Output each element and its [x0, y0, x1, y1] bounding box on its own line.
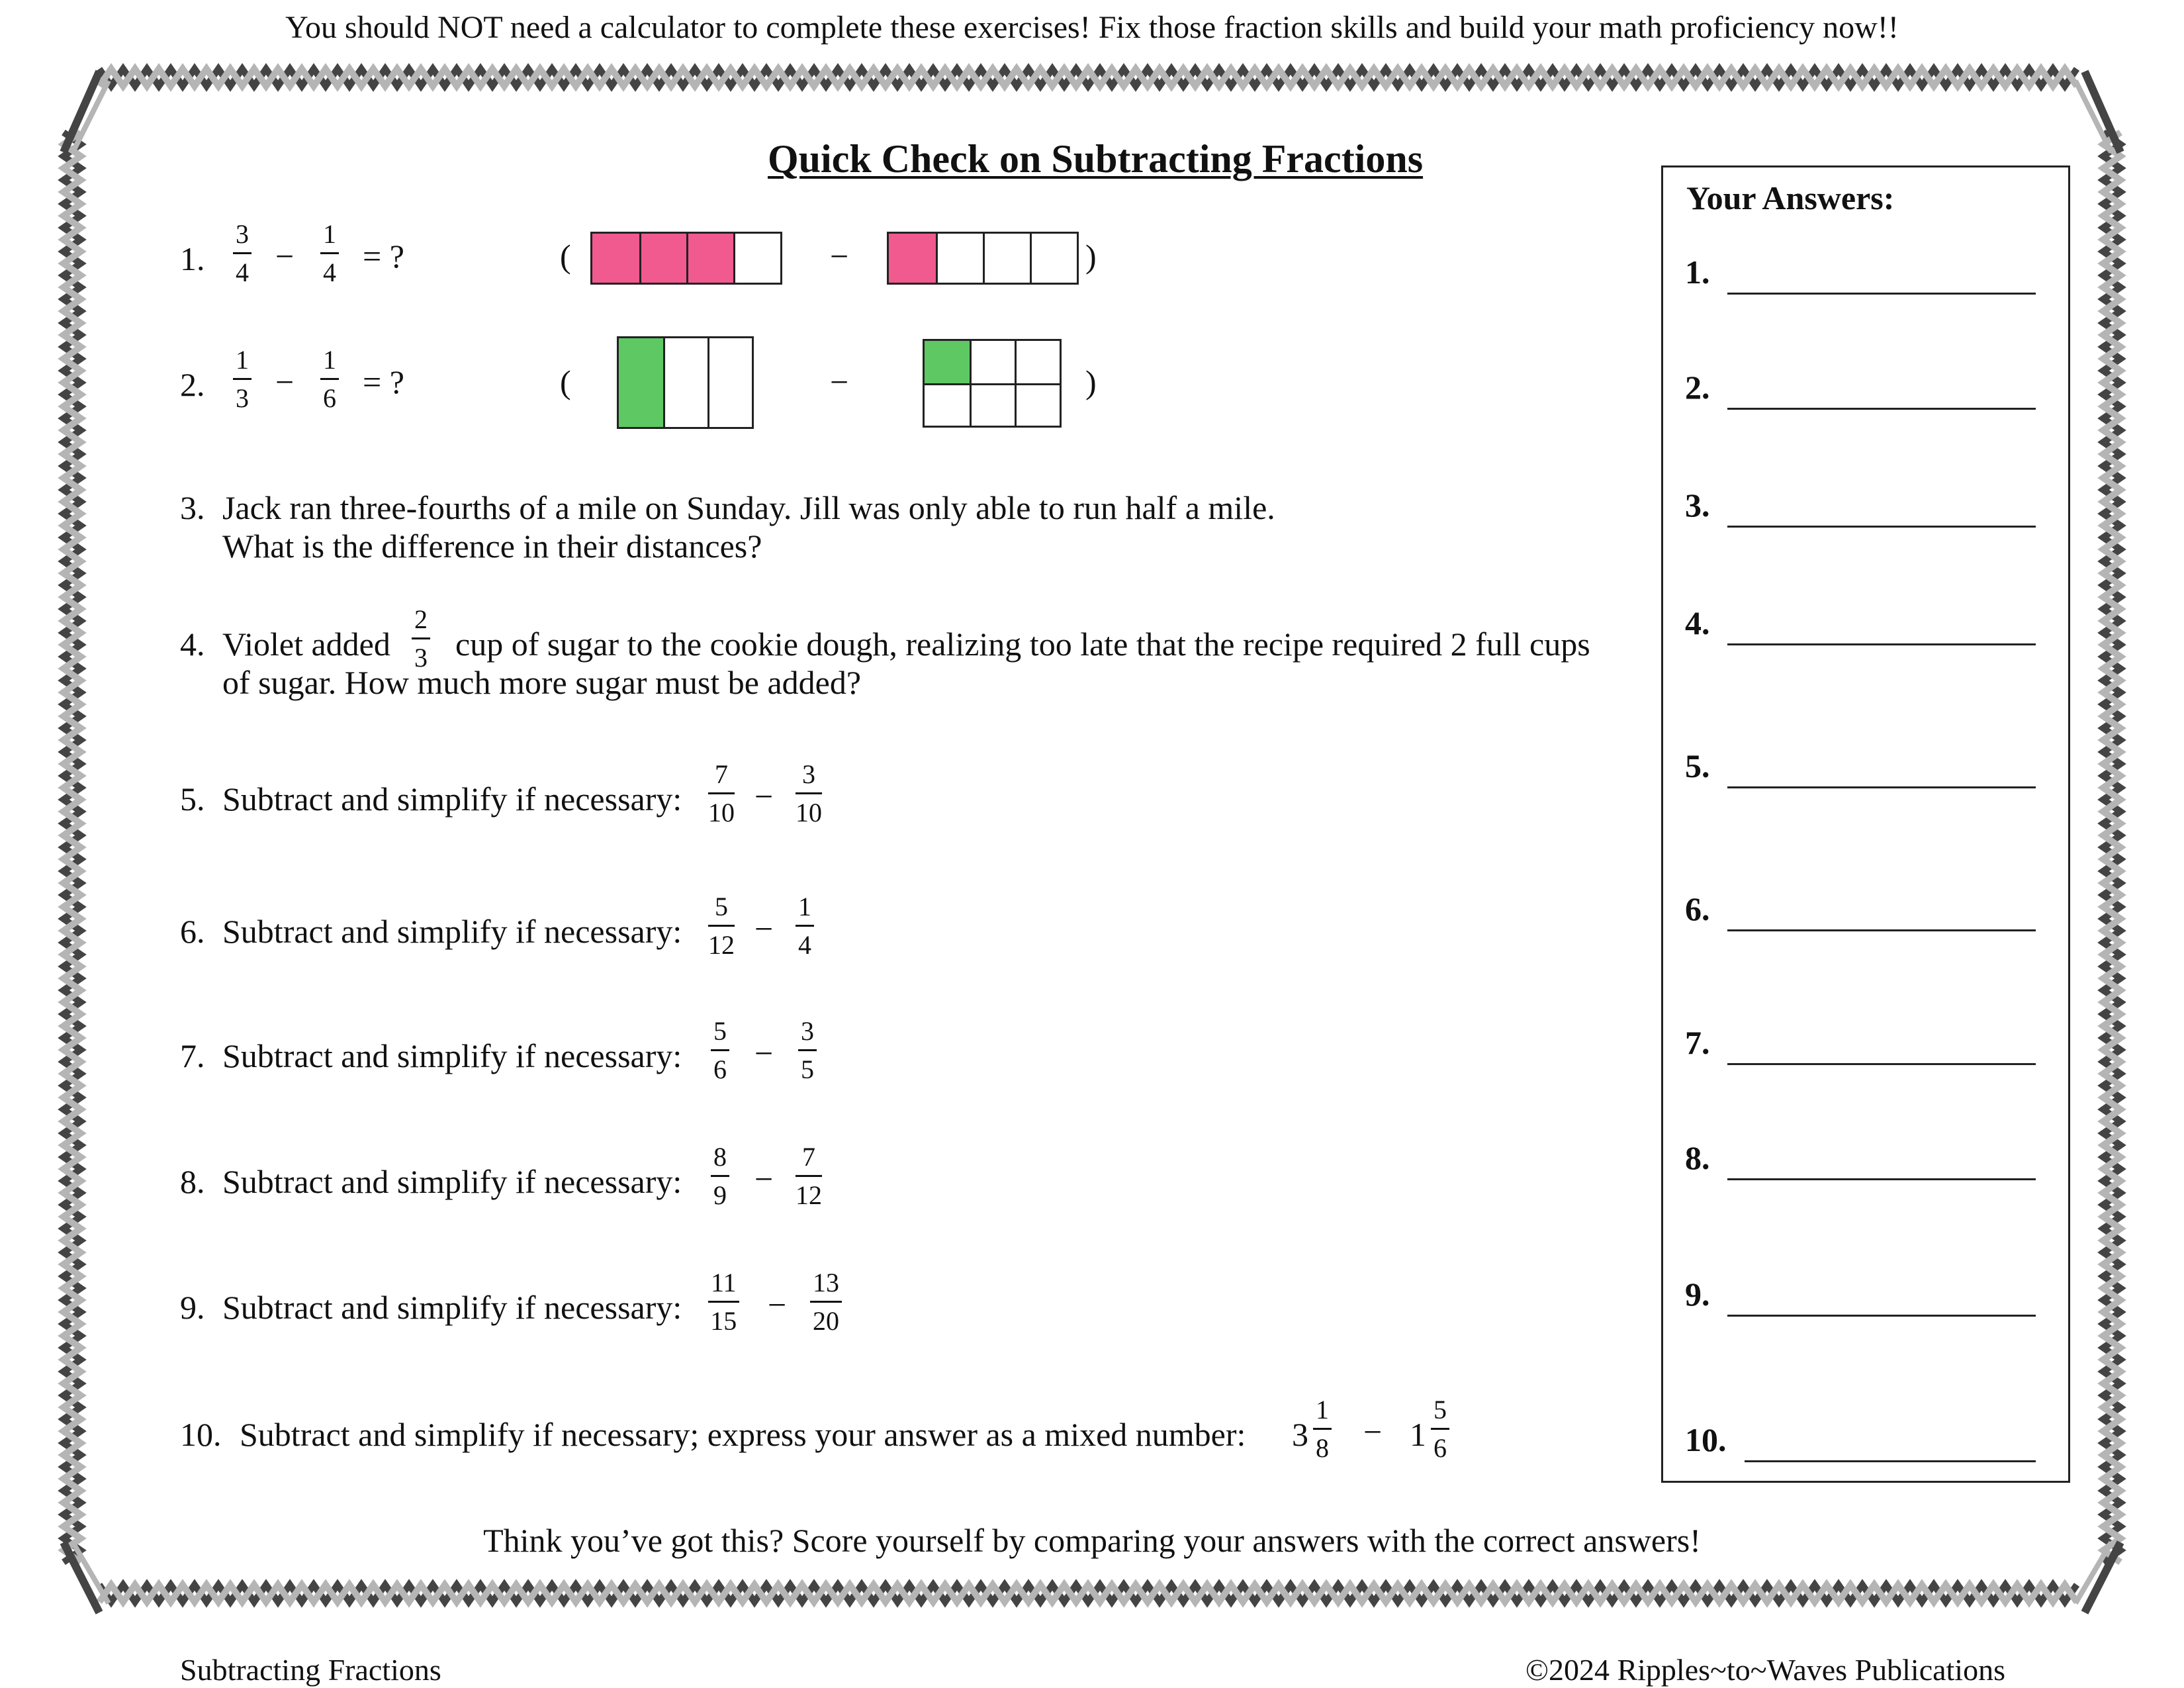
answer-blank[interactable]	[1727, 293, 2036, 295]
answer-number: 2.	[1685, 369, 1710, 406]
answer-number: 1.	[1685, 254, 1710, 291]
top-note: You should NOT need a calculator to complete these exercises! Fix those fraction skills and build your math proficiency now!!	[285, 10, 1899, 45]
question-text: Subtract and simplify if necessary; express your answer as a mixed number:	[240, 1416, 1246, 1453]
unshaded-part	[970, 383, 1015, 426]
question-number: 8.	[180, 1163, 205, 1200]
question-number: 3.	[180, 489, 205, 526]
shaded-part	[619, 338, 663, 427]
minus-sign: −	[1363, 1413, 1383, 1450]
question-text: Subtract and simplify if necessary:	[222, 913, 682, 950]
shaded-part	[889, 234, 936, 283]
unshaded-part	[925, 383, 970, 426]
minus-sign: −	[830, 363, 849, 400]
fraction: $\frac{1}{4}$	[320, 218, 339, 288]
unshaded-part	[733, 234, 780, 283]
answer-number: 10.	[1685, 1421, 1727, 1458]
fraction: $\frac{1}{6}$	[320, 344, 339, 414]
fraction: $\frac{1}{4}$	[796, 891, 814, 961]
answer-number: 3.	[1685, 487, 1710, 524]
answer-number: 7.	[1685, 1024, 1710, 1061]
question-number: 2.	[180, 366, 205, 403]
question-number: 9.	[180, 1289, 205, 1326]
footer-right: ©2024 Ripples~to~Waves Publications	[1525, 1653, 2005, 1687]
fraction: $\frac{1}{8}$	[1313, 1394, 1332, 1464]
question-text: of sugar. How much more sugar must be added?	[222, 664, 862, 701]
minus-sign: −	[768, 1286, 787, 1323]
question-text: Subtract and simplify if necessary:	[222, 1289, 682, 1326]
fraction: $\frac{3}{10}$	[796, 759, 822, 827]
minus-sign: −	[275, 238, 295, 275]
answer-number: 9.	[1685, 1276, 1710, 1313]
question-text: What is the difference in their distances?	[222, 528, 762, 565]
unshaded-part	[1030, 234, 1077, 283]
shaded-part	[639, 234, 686, 283]
question-text: Violet added	[222, 626, 390, 663]
fraction: $\frac{2}{3}$	[412, 604, 430, 673]
answer-number: 8.	[1685, 1139, 1710, 1176]
question-number: 6.	[180, 913, 205, 950]
open-paren: (	[560, 363, 571, 400]
minus-sign: −	[754, 1160, 774, 1197]
answer-number: 6.	[1685, 890, 1710, 927]
close-paren: )	[1085, 363, 1097, 400]
question-text: Subtract and simplify if necessary:	[222, 1037, 682, 1074]
question-text: Subtract and simplify if necessary:	[222, 1163, 682, 1200]
fraction: $\frac{3}{5}$	[798, 1015, 817, 1085]
footer-message: Think you’ve got this? Score yourself by comparing your answers with the correct answers!	[483, 1522, 1701, 1559]
answer-blank[interactable]	[1727, 786, 2036, 788]
fraction-bar-model-left	[617, 336, 754, 429]
minus-sign: −	[754, 1035, 774, 1072]
shaded-part	[592, 234, 639, 283]
fraction: $\frac{5}{12}$	[708, 892, 735, 960]
fraction-grid-model-right	[923, 339, 1062, 428]
question-text: Jack ran three-fourths of a mile on Sunday. Jill was only able to run half a mile.	[222, 489, 1275, 526]
minus-sign: −	[275, 363, 295, 400]
fraction: $\frac{1}{3}$	[233, 344, 251, 414]
minus-sign: −	[754, 910, 774, 947]
worksheet-title: Quick Check on Subtracting Fractions	[768, 137, 1424, 181]
fraction: $\frac{5}{6}$	[711, 1015, 729, 1085]
whole-number: 1	[1410, 1416, 1426, 1453]
unshaded-part	[663, 338, 707, 427]
answers-title: Your Answers:	[1686, 179, 1895, 216]
open-paren: (	[560, 238, 571, 275]
shaded-part	[925, 341, 970, 383]
question-number: 5.	[180, 780, 205, 818]
answer-blank[interactable]	[1727, 1178, 2036, 1180]
fraction-bar-model-right	[887, 232, 1079, 285]
fraction: $\frac{8}{9}$	[711, 1141, 729, 1211]
fraction: $\frac{7}{10}$	[708, 759, 735, 827]
answer-blank[interactable]	[1727, 526, 2036, 528]
fraction: $\frac{5}{6}$	[1431, 1394, 1449, 1464]
whole-number: 3	[1292, 1416, 1308, 1453]
answer-blank[interactable]	[1727, 1315, 2036, 1317]
fraction: $\frac{13}{20}$	[810, 1267, 842, 1336]
answer-blank[interactable]	[1745, 1460, 2036, 1462]
unshaded-part	[707, 338, 752, 427]
fraction: $\frac{11}{15}$	[708, 1267, 739, 1336]
unshaded-part	[1015, 341, 1060, 383]
question-number: 7.	[180, 1037, 205, 1074]
answer-number: 5.	[1685, 747, 1710, 784]
unshaded-part	[970, 341, 1015, 383]
answer-number: 4.	[1685, 604, 1710, 641]
close-paren: )	[1085, 238, 1097, 275]
footer-left: Subtracting Fractions	[180, 1653, 441, 1687]
fraction-bar-model-left	[590, 232, 782, 285]
unshaded-part	[983, 234, 1030, 283]
minus-sign: −	[754, 778, 774, 815]
question-number: 10.	[180, 1416, 222, 1453]
question-text: Subtract and simplify if necessary:	[222, 780, 682, 818]
answers-box	[1661, 165, 2070, 1483]
answer-blank[interactable]	[1727, 929, 2036, 931]
answer-blank[interactable]	[1727, 1063, 2036, 1065]
equals-question: = ?	[363, 363, 404, 400]
question-number: 1.	[180, 240, 205, 277]
question-number: 4.	[180, 626, 205, 663]
fraction: $\frac{7}{12}$	[796, 1142, 822, 1210]
shaded-part	[686, 234, 733, 283]
answer-blank[interactable]	[1727, 643, 2036, 645]
equals-question: = ?	[363, 238, 404, 275]
unshaded-part	[1015, 383, 1060, 426]
fraction: $\frac{3}{4}$	[233, 218, 251, 288]
question-text: cup of sugar to the cookie dough, realizing too late that the recipe required 2 full cups	[455, 626, 1590, 663]
unshaded-part	[936, 234, 983, 283]
answer-blank[interactable]	[1727, 408, 2036, 410]
minus-sign: −	[830, 238, 849, 275]
